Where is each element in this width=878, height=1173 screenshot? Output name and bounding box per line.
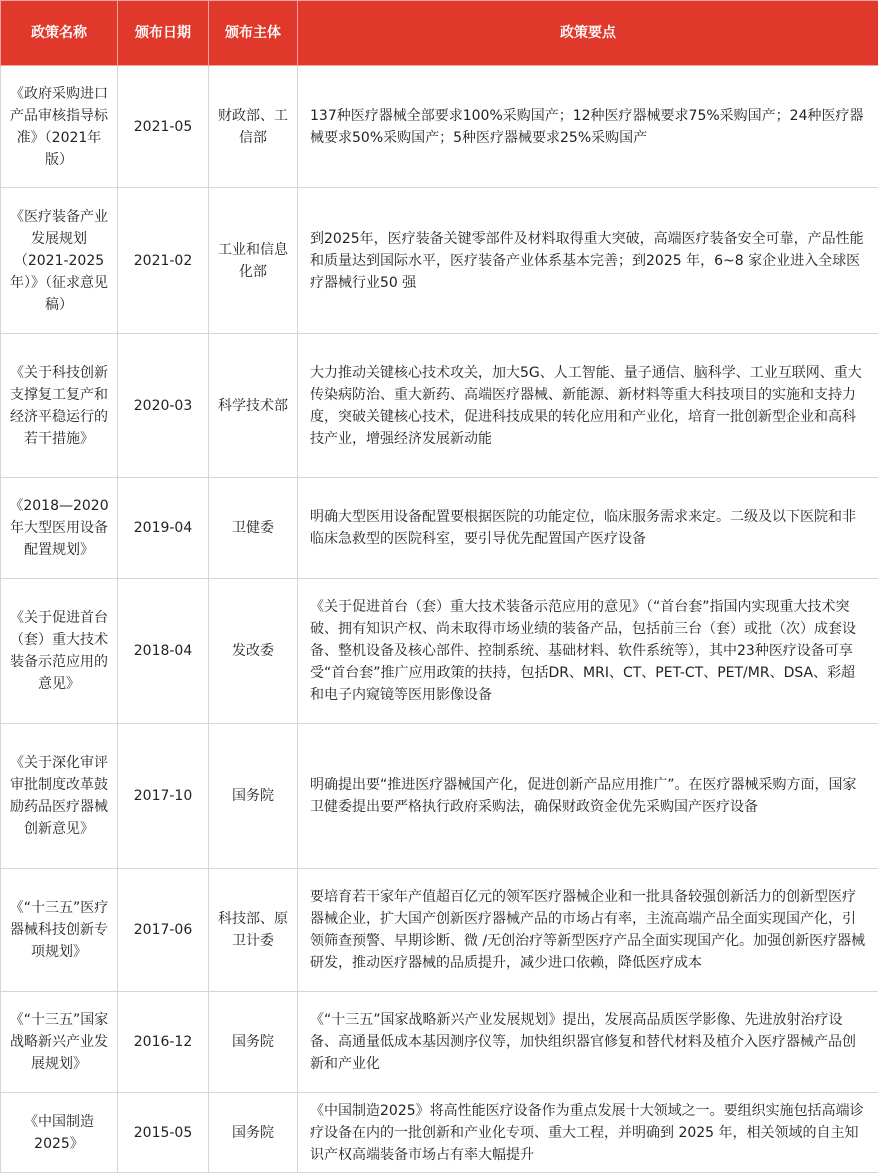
issuer: 国务院 (209, 724, 298, 869)
issue-date: 2018-04 (118, 579, 209, 724)
policy-name: 《“十三五”国家战略新兴产业发展规划》 (1, 992, 118, 1093)
table-row (1, 579, 878, 724)
issuer: 工业和信息化部 (209, 188, 298, 334)
issuer: 卫健委 (209, 478, 298, 579)
policy-name: 《“十三五”医疗器械科技创新专项规划》 (1, 869, 118, 992)
policy-points: 明确提出要“推进医疗器械国产化，促进创新产品应用推广”。在医疗器械采购方面，国家卫健委提出要严格执行政府采购法，确保财政资金优先采购国产医疗设备 (298, 724, 878, 869)
issuer: 国务院 (209, 1093, 298, 1173)
issue-date: 2016-12 (118, 992, 209, 1093)
table-row (1, 478, 878, 579)
policy-points: 《关于促进首台（套）重大技术装备示范应用的意见》（“首台套”指国内实现重大技术突破、拥有知识产权、尚未取得市场业绩的装备产品，包括前三台（套）或批（次）成套设备、整机设备及核心部件、控制系统、基础材料、软件系统等），其中23种医疗设备可享受“首台套”推广应用政策的扶持，包括DR、MRI、CT、PET-CT、PET/MR、DSA、彩超和电子内窥镜等医用影像设备 (298, 579, 878, 724)
table-row (1, 334, 878, 478)
policy-points: 137种医疗器械全部要求100%采购国产；12种医疗器械要求75%采购国产；24种医疗器械要求50%采购国产；5种医疗器械要求25%采购国产 (298, 66, 878, 188)
issue-date: 2017-06 (118, 869, 209, 992)
issue-date: 2021-02 (118, 188, 209, 334)
table-row (1, 724, 878, 869)
issuer: 国务院 (209, 992, 298, 1093)
issue-date: 2020-03 (118, 334, 209, 478)
table-row (1, 869, 878, 992)
header-issue-date: 颁布日期 (118, 1, 209, 66)
issuer: 财政部、工信部 (209, 66, 298, 188)
policy-points: 大力推动关键核心技术攻关，加大5G、人工智能、量子通信、脑科学、工业互联网、重大传染病防治、重大新药、高端医疗器械、新能源、新材料等重大科技项目的实施和支持力度，突破关键核心技术，促进科技成果的转化应用和产业化，培育一批创新型企业和高科技产业，增强经济发展新动能 (298, 334, 878, 478)
table-row (1, 1093, 878, 1173)
issuer: 科学技术部 (209, 334, 298, 478)
policy-points: 明确大型医用设备配置要根据医院的功能定位，临床服务需求来定。二级及以下医院和非临床急救型的医院科室，要引导优先配置国产医疗设备 (298, 478, 878, 579)
policy-name: 《关于促进首台（套）重大技术装备示范应用的意见》 (1, 579, 118, 724)
table-header-row (1, 1, 878, 66)
header-issuer: 颁布主体 (209, 1, 298, 66)
policy-points: 要培育若干家年产值超百亿元的领军医疗器械企业和一批具备较强创新活力的创新型医疗器械企业，扩大国产创新医疗器械产品的市场占有率，主流高端产品全面实现国产化，引领筛查预警、早期诊断、微 /无创治疗等新型医疗产品全面实现国产化。加强创新医疗器械研发，推动医疗器械的品质提升，减少进口依赖，降低医疗成本 (298, 869, 878, 992)
header-policy-points: 政策要点 (298, 1, 878, 66)
policy-name: 《政府采购进口产品审核指导标准》（2021年版） (1, 66, 118, 188)
table-row (1, 188, 878, 334)
issue-date: 2017-10 (118, 724, 209, 869)
policy-name: 《中国制造2025》 (1, 1093, 118, 1173)
issue-date: 2015-05 (118, 1093, 209, 1173)
policy-name: 《关于深化审评审批制度改革鼓励药品医疗器械创新意见》 (1, 724, 118, 869)
policy-points: 《中国制造2025》将高性能医疗设备作为重点发展十大领域之一。要组织实施包括高端诊疗设备在内的一批创新和产业化专项、重大工程，并明确到 2025 年，相关领域的自主知识产权高端装备市场占有率大幅提升 (298, 1093, 878, 1173)
table-row (1, 992, 878, 1093)
policy-name: 《医疗装备产业发展规划（2021-2025年）》（征求意见稿） (1, 188, 118, 334)
issuer: 科技部、原卫计委 (209, 869, 298, 992)
issuer: 发改委 (209, 579, 298, 724)
header-policy-name: 政策名称 (1, 1, 118, 66)
issue-date: 2021-05 (118, 66, 209, 188)
policy-points: 《“十三五”国家战略新兴产业发展规划》提出，发展高品质医学影像、先进放射治疗设备、高通量低成本基因测序仪等，加快组织器官修复和替代材料及植介入医疗器械产品创新和产业化 (298, 992, 878, 1093)
table-row (1, 66, 878, 188)
policy-name: 《关于科技创新支撑复工复产和经济平稳运行的若干措施》 (1, 334, 118, 478)
policy-name: 《2018—2020年大型医用设备配置规划》 (1, 478, 118, 579)
policy-points: 到2025年，医疗装备关键零部件及材料取得重大突破，高端医疗装备安全可靠，产品性能和质量达到国际水平，医疗装备产业体系基本完善；到2025 年，6~8 家企业进入全球医疗器械行业50 强 (298, 188, 878, 334)
issue-date: 2019-04 (118, 478, 209, 579)
